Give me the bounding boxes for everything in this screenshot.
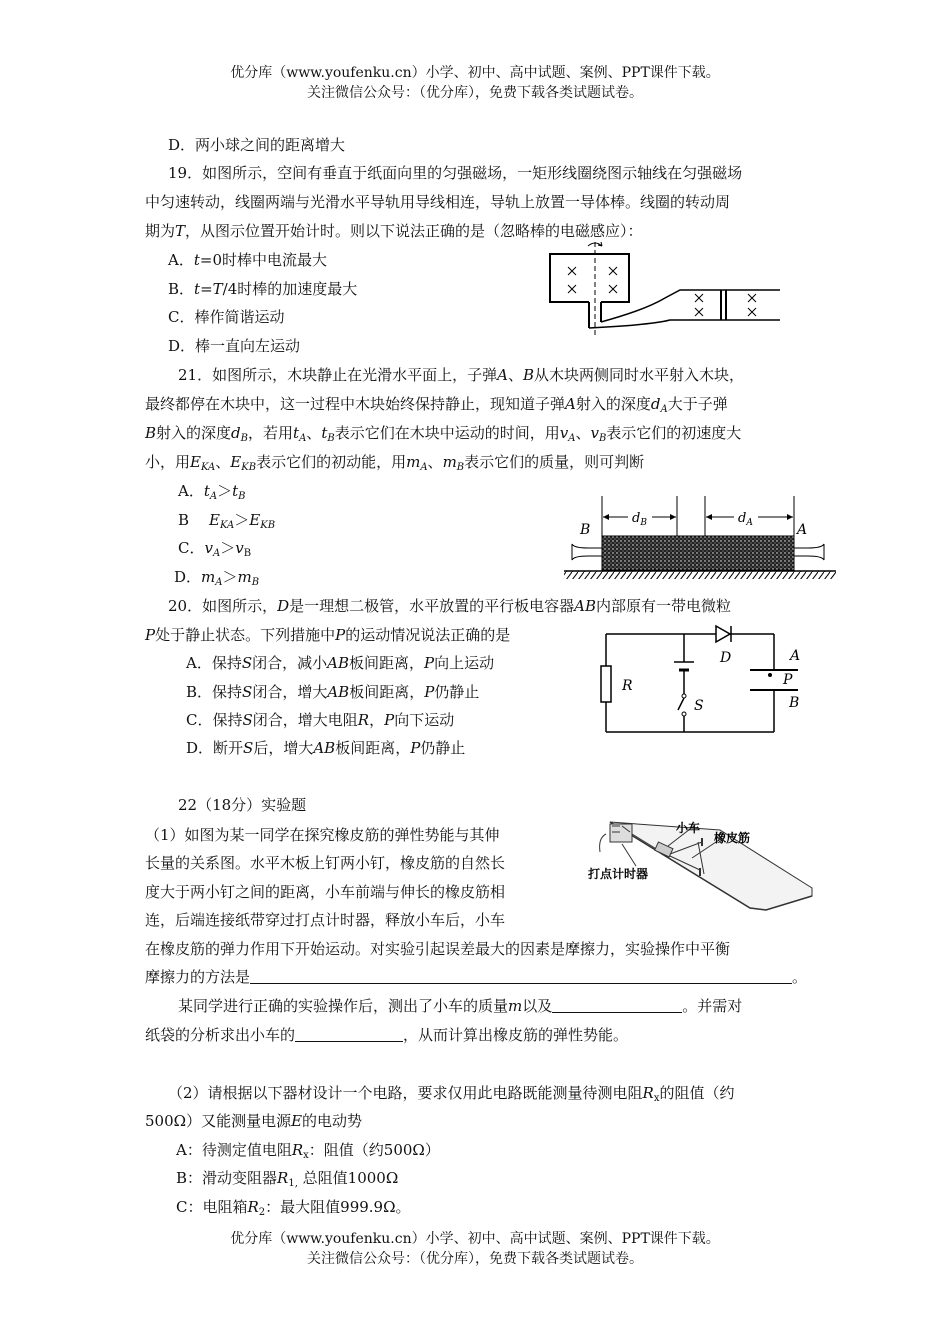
q20-fig-label-P: P — [783, 672, 793, 688]
q21-line-3: B射入的深度$d_B$，若用$t_A$、$t_B$表示它们在木块中运动的时间，用$v_A$、$v_B$表示它们的初速度大 — [145, 424, 742, 444]
q22-fig-label-car: 小车 — [676, 821, 701, 835]
q21-option-a: A．$t_A>t_B$ — [178, 482, 246, 502]
q22b-item-a: A：待测定值电阻$R_x$：阻值（约500Ω） — [176, 1141, 440, 1161]
q21-option-b: B $E_{KA}>E_{KB}$ — [178, 511, 276, 531]
q20-option-b: B．保持S闭合，增大AB板间距离，P仍静止 — [186, 683, 480, 701]
q19-line-3: 期为T，从图示位置开始计时。则以下说法正确的是（忽略棒的电磁感应）： — [145, 222, 643, 240]
page-footer-line-1: 优分库（www.youfenku.cn）小学、初中、高中试题、案例、PPT课件下载。 — [230, 1231, 720, 1247]
q20-option-c: C．保持S闭合，增大电阻R，P向下运动 — [186, 711, 455, 729]
q22b-line-2: 500Ω）又能测量电源E的电动势 — [145, 1112, 363, 1130]
q21-line-1: 21．如图所示，木块静止在光滑水平面上，子弹A、B从木块两侧同时水平射入木块， — [178, 366, 744, 384]
q22-p2-line-2: 纸袋的分析求出小车的 ，从而计算出橡皮筋的弹性势能。 — [145, 1026, 629, 1044]
q20-line-2: P处于静止状态。下列措施中P的运动情况说法正确的是 — [145, 626, 511, 644]
page-header-line-2: 关注微信公众号：（优分库），免费下载各类试题试卷。 — [307, 85, 643, 101]
q20-fig-label-R: R — [622, 678, 633, 694]
q22-title: 22（18分）实验题 — [178, 796, 307, 814]
q22-p1-line-1: （1）如图为某一同学在探究橡皮筋的弹性势能与其伸 — [145, 826, 500, 844]
q22-p1-line-2: 长量的关系图。水平木板上钉两小钉，橡皮筋的自然长 — [145, 854, 506, 872]
q22-experiment-figure — [570, 812, 820, 918]
q20-circuit-figure — [598, 618, 818, 736]
q19-option-d: D．棒一直向左运动 — [168, 337, 301, 355]
q20-fig-label-A: A — [790, 648, 801, 664]
q19-coil-rail-figure — [545, 240, 785, 340]
q21-line-4: 小，用$E_{KA}$、$E_{KB}$表示它们的初动能，用$m_A$、$m_B$表示它们的质量，则可判断 — [145, 453, 645, 473]
q20-line-1: 20．如图所示，D是一理想二极管，水平放置的平行板电容器AB内部原有一带电微粒 — [168, 597, 732, 615]
friction-method-blank[interactable] — [250, 968, 792, 984]
q22-p1-line-4: 连，后端连接纸带穿过打点计时器，释放小车后，小车 — [145, 911, 506, 929]
q22b-item-b: B：滑动变阻器$R_{1,}$ 总阻值1000Ω — [176, 1169, 399, 1189]
q20-fig-label-D: D — [720, 650, 732, 666]
q20-option-a: A．保持S闭合，减小AB板间距离，P向上运动 — [186, 654, 495, 672]
q21-fig-label-dB: $d_B$ — [632, 511, 647, 528]
q21-fig-label-dA: $d_A$ — [738, 511, 753, 528]
q22-p2-line-1: 某同学进行正确的实验操作后，测出了小车的质量m以及 。并需对 — [178, 997, 743, 1015]
q21-line-2: 最终都停在木块中，这一过程中木块始终保持静止，现知道子弹A射入的深度$d_A$大于子弹 — [145, 395, 728, 415]
q21-fig-label-B: B — [580, 522, 591, 538]
q22b-line-1: （2）请根据以下器材设计一个电路，要求仅用此电路既能测量待测电阻$R_x$的阻值（约 — [168, 1084, 735, 1104]
q22-p1-line-3: 度大于两小钉之间的距离，小车前端与伸长的橡皮筋相 — [145, 883, 506, 901]
q20-option-d: D．断开S后，增大AB板间距离，P仍静止 — [186, 739, 466, 757]
q20-fig-label-B: B — [789, 695, 800, 711]
q21-option-c: C．$v_A>v_B$ — [178, 539, 252, 559]
q19-line-1: 19．如图所示，空间有垂直于纸面向里的匀强磁场，一矩形线圈绕图示轴线在匀强磁场 — [168, 164, 743, 182]
q19-line-2: 中匀速转动，线圈两端与光滑水平导轨用导线相连，导轨上放置一导体棒。线圈的转动周 — [145, 193, 731, 211]
q19-option-c: C．棒作简谐运动 — [168, 308, 285, 326]
car-quantity-blank[interactable] — [295, 1026, 403, 1042]
q19-option-b: B．t=T/4时棒的加速度最大 — [168, 280, 358, 298]
measured-quantity-blank[interactable] — [552, 997, 682, 1013]
q22-p1-line-6: 摩擦力的方法是 。 — [145, 968, 808, 986]
page-header-line-1: 优分库（www.youfenku.cn）小学、初中、高中试题、案例、PPT课件下载。 — [230, 65, 720, 81]
q22-p1-line-5: 在橡皮筋的弹力作用下开始运动。对实验引起误差最大的因素是摩擦力，实验操作中平衡 — [145, 940, 731, 958]
q21-option-d: D．$m_A>m_B$ — [174, 568, 260, 588]
prev-option-d: D．两小球之间的距离增大 — [168, 136, 346, 154]
q20-fig-label-S: S — [694, 698, 704, 714]
q22b-item-c: C：电阻箱$R_2$：最大阻值999.9Ω。 — [176, 1198, 411, 1218]
q22-fig-label-timer: 打点计时器 — [588, 867, 649, 881]
q21-fig-label-A: A — [797, 522, 808, 538]
q21-block-bullets-figure — [560, 492, 840, 584]
page-footer-line-2: 关注微信公众号：（优分库），免费下载各类试题试卷。 — [307, 1251, 643, 1267]
q19-option-a: A．t=0时棒中电流最大 — [168, 251, 327, 269]
q22-fig-label-rubber: 橡皮筋 — [714, 831, 751, 845]
